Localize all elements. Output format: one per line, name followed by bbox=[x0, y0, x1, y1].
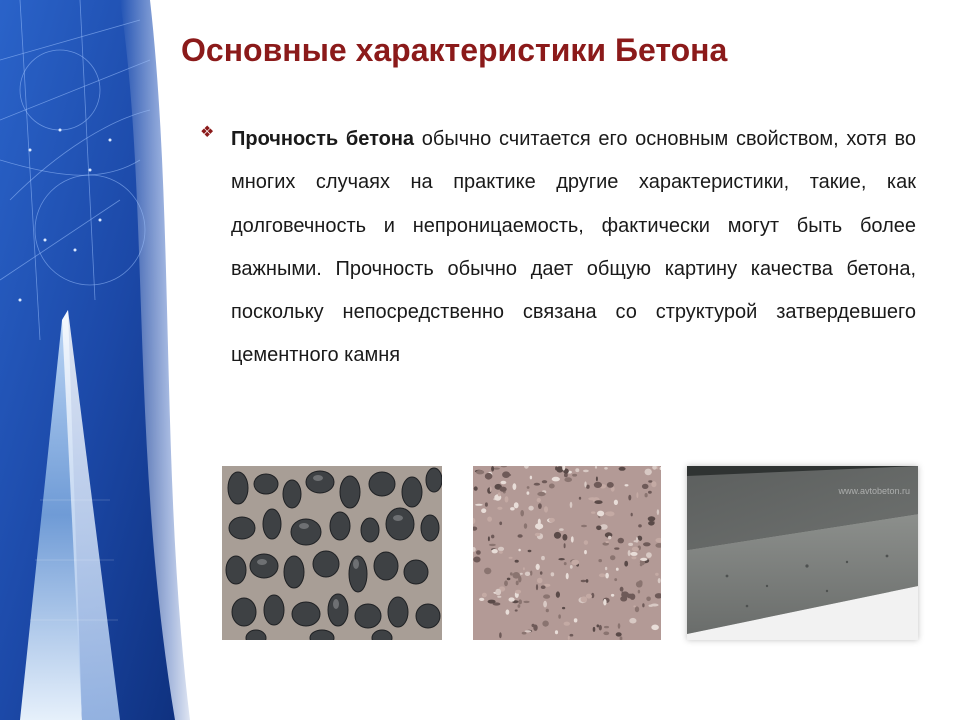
terrazzo-speckle bbox=[604, 467, 608, 470]
terrazzo-speckle bbox=[515, 609, 518, 611]
terrazzo-speckle bbox=[498, 547, 504, 551]
terrazzo-speckle bbox=[625, 484, 629, 486]
terrazzo-speckle bbox=[562, 534, 567, 541]
terrazzo-speckle bbox=[482, 593, 487, 598]
terrazzo-speckle bbox=[633, 605, 636, 607]
terrazzo-speckle bbox=[487, 517, 492, 522]
concrete-slab-photo bbox=[687, 466, 918, 640]
terrazzo-speckle bbox=[638, 524, 642, 527]
terrazzo-speckle bbox=[491, 466, 494, 472]
terrazzo-speckle bbox=[636, 492, 638, 498]
terrazzo-speckle bbox=[571, 536, 574, 542]
terrazzo-speckle bbox=[527, 486, 530, 489]
terrazzo-speckle bbox=[488, 600, 496, 604]
terrazzo-speckle bbox=[618, 538, 624, 544]
terrazzo-speckle bbox=[568, 636, 570, 640]
terrazzo-speckle bbox=[646, 552, 652, 558]
terrazzo-speckle bbox=[491, 535, 494, 539]
terrazzo-speckle bbox=[500, 487, 507, 492]
terrazzo-speckle bbox=[618, 623, 621, 629]
terrazzo-speckle bbox=[530, 571, 532, 576]
terrazzo-speckle bbox=[630, 552, 637, 556]
terrazzo-speckle bbox=[645, 493, 648, 497]
terrazzo-speckle bbox=[651, 625, 659, 631]
terrazzo-speckle bbox=[588, 497, 596, 500]
terrazzo-speckle bbox=[555, 466, 557, 470]
terrazzo-speckle bbox=[516, 581, 519, 586]
terrazzo-speckle bbox=[594, 482, 602, 488]
terrazzo-speckle bbox=[614, 578, 617, 581]
terrazzo-speckle bbox=[597, 624, 600, 627]
terrazzo-speckle bbox=[646, 597, 651, 602]
terrazzo-speckle bbox=[572, 474, 577, 477]
terrazzo-speckle bbox=[635, 606, 639, 612]
terrazzo-speckle bbox=[614, 547, 619, 549]
terrazzo-speckle bbox=[593, 627, 596, 632]
terrazzo-speckle bbox=[499, 632, 502, 638]
terrazzo-speckle bbox=[564, 543, 566, 548]
terrazzo-speckle bbox=[643, 542, 651, 546]
terrazzo-speckle bbox=[564, 562, 567, 565]
terrazzo-speckle bbox=[484, 568, 491, 575]
terrazzo-speckle bbox=[513, 483, 517, 490]
terrazzo-speckle bbox=[504, 474, 512, 477]
terrazzo-speckle bbox=[537, 498, 541, 502]
terrazzo-speckle bbox=[542, 480, 547, 483]
terrazzo-speckle bbox=[608, 536, 611, 540]
terrazzo-speckle bbox=[479, 598, 484, 601]
terrazzo-speckle bbox=[530, 476, 532, 480]
terrazzo-speckle bbox=[501, 481, 507, 485]
terrazzo-speckle bbox=[528, 550, 532, 552]
terrazzo-speckle bbox=[570, 565, 573, 569]
terrazzo-speckle bbox=[518, 549, 520, 552]
terrazzo-speckle bbox=[591, 511, 595, 513]
terrazzo-speckle bbox=[599, 625, 602, 631]
terrazzo-speckle bbox=[648, 516, 656, 521]
terrazzo-speckle bbox=[598, 559, 602, 562]
terrazzo-speckle bbox=[629, 618, 636, 624]
terrazzo-speckle bbox=[476, 550, 481, 555]
terrazzo-speckle bbox=[564, 622, 570, 626]
terrazzo-speckle bbox=[607, 482, 614, 488]
terrazzo-speckle bbox=[570, 502, 573, 508]
terrazzo-speckle bbox=[651, 481, 656, 487]
terrazzo-speckle bbox=[559, 528, 564, 531]
terrazzo-speckle bbox=[473, 557, 480, 563]
terrazzo-speckle bbox=[597, 511, 604, 517]
terrazzo-speckle bbox=[631, 556, 636, 559]
terrazzo-speckle bbox=[518, 534, 523, 538]
terrazzo-speckle bbox=[579, 497, 581, 500]
terrazzo-speckle bbox=[495, 589, 501, 596]
terrazzo-speckle bbox=[605, 512, 613, 516]
terrazzo-speckle bbox=[581, 525, 587, 527]
terrazzo-speckle bbox=[604, 626, 609, 628]
terrazzo-speckle bbox=[515, 560, 519, 563]
terrazzo-speckle bbox=[611, 594, 614, 597]
terrazzo-speckle bbox=[596, 477, 598, 482]
terrazzo-speckle bbox=[538, 503, 542, 509]
terrazzo-speckle bbox=[651, 604, 659, 607]
terrazzo-speckle bbox=[564, 477, 572, 482]
terrazzo-speckle bbox=[544, 506, 548, 512]
terrazzo-speckle bbox=[492, 549, 498, 553]
terrazzo-speckle bbox=[490, 487, 492, 493]
terrazzo-speckle bbox=[549, 518, 555, 522]
terrazzo-speckle bbox=[648, 480, 652, 482]
terrazzo-speckle bbox=[515, 590, 521, 594]
watermark-text: www.avtobeton.ru bbox=[838, 486, 910, 496]
terrazzo-speckle bbox=[556, 591, 560, 597]
terrazzo-speckle bbox=[485, 473, 493, 480]
terrazzo-speckle bbox=[570, 634, 574, 637]
terrazzo-speckle bbox=[562, 607, 565, 609]
terrazzo-speckle bbox=[628, 543, 633, 546]
terrazzo-speckle bbox=[551, 572, 555, 576]
terrazzo-speckle bbox=[610, 555, 615, 560]
terrazzo-speckle bbox=[546, 609, 549, 613]
terrazzo-speckle bbox=[543, 594, 550, 598]
terrazzo-speckle bbox=[636, 581, 643, 587]
terrazzo-speckle bbox=[655, 573, 659, 576]
terrazzo-speckle bbox=[541, 585, 546, 589]
terrazzo-speckle bbox=[518, 604, 521, 608]
terrazzo-speckle bbox=[605, 567, 607, 570]
terrazzo-speckle bbox=[489, 544, 496, 546]
terrazzo-speckle bbox=[605, 541, 609, 543]
terrazzo-speckle bbox=[603, 599, 606, 606]
terrazzo-speckle bbox=[558, 558, 564, 560]
terrazzo-speckle bbox=[642, 603, 644, 607]
terrazzo-speckle bbox=[558, 614, 561, 618]
terrazzo-speckle bbox=[628, 550, 631, 556]
terrazzo-speckle bbox=[595, 466, 597, 469]
terrazzo-speckle bbox=[535, 533, 541, 537]
terrazzo-speckle bbox=[525, 572, 530, 576]
terrazzo-speckle bbox=[584, 540, 588, 545]
terrazzo-speckle bbox=[581, 596, 588, 602]
terrazzo-speckle bbox=[657, 509, 659, 515]
terrazzo-speckle bbox=[648, 521, 654, 526]
terrazzo-speckle bbox=[634, 540, 638, 542]
terrazzo-speckle bbox=[586, 579, 589, 583]
terrazzo-speckle bbox=[622, 592, 624, 597]
terrazzo-speckle bbox=[488, 536, 490, 541]
terrazzo-speckle bbox=[614, 500, 618, 505]
terrazzo-speckle bbox=[497, 507, 502, 510]
terrazzo-speckle bbox=[537, 492, 545, 496]
terrazzo-speckle bbox=[541, 556, 545, 560]
terrazzo-speckle bbox=[574, 618, 578, 622]
paragraph-text: обычно считается его основным свойством, хотя во многих случаях на практике другие характеристики, такие, как долговечность и непроницаемость, фактически могут быть более важными. Прочность обычно дает общую картину качества бетона, поскольку непосредственно связана со структурой затвердевшего цементного камня bbox=[231, 128, 917, 367]
terrazzo-speckle bbox=[518, 599, 522, 604]
terrazzo-speckle bbox=[616, 568, 619, 571]
terrazzo-speckle bbox=[514, 502, 519, 508]
terrazzo-speckle bbox=[536, 584, 538, 590]
terrazzo-speckle bbox=[528, 506, 533, 511]
terrazzo-speckle bbox=[624, 561, 628, 567]
terrazzo-speckle bbox=[506, 609, 510, 614]
terrazzo-speckle bbox=[481, 508, 486, 513]
terrazzo-speckle bbox=[605, 573, 609, 579]
terrazzo-speckle bbox=[510, 572, 513, 575]
terrazzo-speckle bbox=[542, 621, 548, 627]
pebble-concrete-photo bbox=[222, 466, 442, 640]
terrazzo-speckle bbox=[581, 580, 586, 582]
terrazzo-speckle bbox=[533, 625, 537, 631]
terrazzo-speckle bbox=[620, 587, 624, 592]
terrazzo-speckle bbox=[619, 467, 626, 471]
terrazzo-speckle bbox=[537, 578, 543, 584]
terrazzo-speckle bbox=[509, 597, 515, 601]
terrazzo-speckle bbox=[535, 523, 543, 529]
terrazzo-concrete-photo bbox=[473, 466, 661, 640]
terrazzo-speckle bbox=[520, 510, 524, 516]
terrazzo-speckle bbox=[475, 504, 483, 506]
terrazzo-speckle bbox=[498, 492, 501, 496]
terrazzo-speckle bbox=[584, 550, 587, 554]
terrazzo-speckle bbox=[603, 632, 609, 636]
terrazzo-speckle bbox=[555, 630, 558, 634]
terrazzo-speckle bbox=[642, 484, 649, 489]
terrazzo-speckle bbox=[586, 594, 592, 599]
terrazzo-speckle bbox=[507, 578, 511, 581]
bold-lead-text: Прочность бетона bbox=[231, 128, 415, 150]
terrazzo-speckle bbox=[645, 469, 652, 476]
terrazzo-speckle bbox=[522, 632, 527, 635]
terrazzo-speckle bbox=[509, 557, 513, 559]
terrazzo-speckle bbox=[534, 483, 540, 486]
terrazzo-speckle bbox=[552, 477, 560, 482]
terrazzo-speckle bbox=[584, 481, 586, 487]
terrazzo-speckle bbox=[631, 513, 633, 517]
terrazzo-speckle bbox=[575, 468, 579, 472]
terrazzo-speckle bbox=[474, 486, 478, 490]
terrazzo-speckle bbox=[524, 523, 527, 529]
terrazzo-speckle bbox=[638, 590, 640, 594]
terrazzo-speckle bbox=[583, 470, 589, 473]
terrazzo-speckle bbox=[599, 573, 605, 577]
bullet-paragraph bbox=[231, 118, 916, 378]
terrazzo-speckle bbox=[520, 573, 523, 575]
terrazzo-speckle bbox=[536, 564, 540, 570]
terrazzo-speckle bbox=[499, 522, 502, 526]
terrazzo-speckle bbox=[476, 470, 484, 474]
terrazzo-speckle bbox=[658, 578, 661, 583]
terrazzo-speckle bbox=[571, 560, 579, 566]
terrazzo-speckle bbox=[510, 507, 515, 510]
terrazzo-speckle bbox=[640, 558, 647, 561]
terrazzo-speckle bbox=[632, 547, 639, 552]
terrazzo-speckle bbox=[518, 576, 521, 583]
terrazzo-speckle bbox=[566, 573, 569, 579]
terrazzo-speckle bbox=[628, 495, 631, 501]
terrazzo-speckle bbox=[523, 567, 525, 570]
diamond-bullet-icon: ❖ bbox=[200, 124, 215, 141]
terrazzo-speckle bbox=[648, 491, 652, 494]
terrazzo-speckle bbox=[497, 596, 501, 598]
terrazzo-speckle bbox=[549, 484, 555, 489]
terrazzo-speckle bbox=[594, 500, 602, 504]
terrazzo-speckle bbox=[616, 632, 622, 636]
terrazzo-speckle bbox=[499, 551, 503, 554]
terrazzo-speckle bbox=[554, 532, 561, 539]
slide-title: Основные характеристики Бетона bbox=[181, 32, 728, 68]
terrazzo-speckle bbox=[540, 571, 543, 575]
terrazzo-speckle bbox=[504, 580, 508, 586]
terrazzo-speckle bbox=[596, 526, 601, 531]
terrazzo-speckle bbox=[543, 601, 547, 607]
terrazzo-speckle bbox=[505, 496, 509, 502]
terrazzo-speckle bbox=[527, 491, 530, 494]
decorative-blue-panel bbox=[0, 0, 200, 720]
terrazzo-speckle bbox=[523, 601, 529, 603]
terrazzo-speckle bbox=[485, 502, 488, 506]
